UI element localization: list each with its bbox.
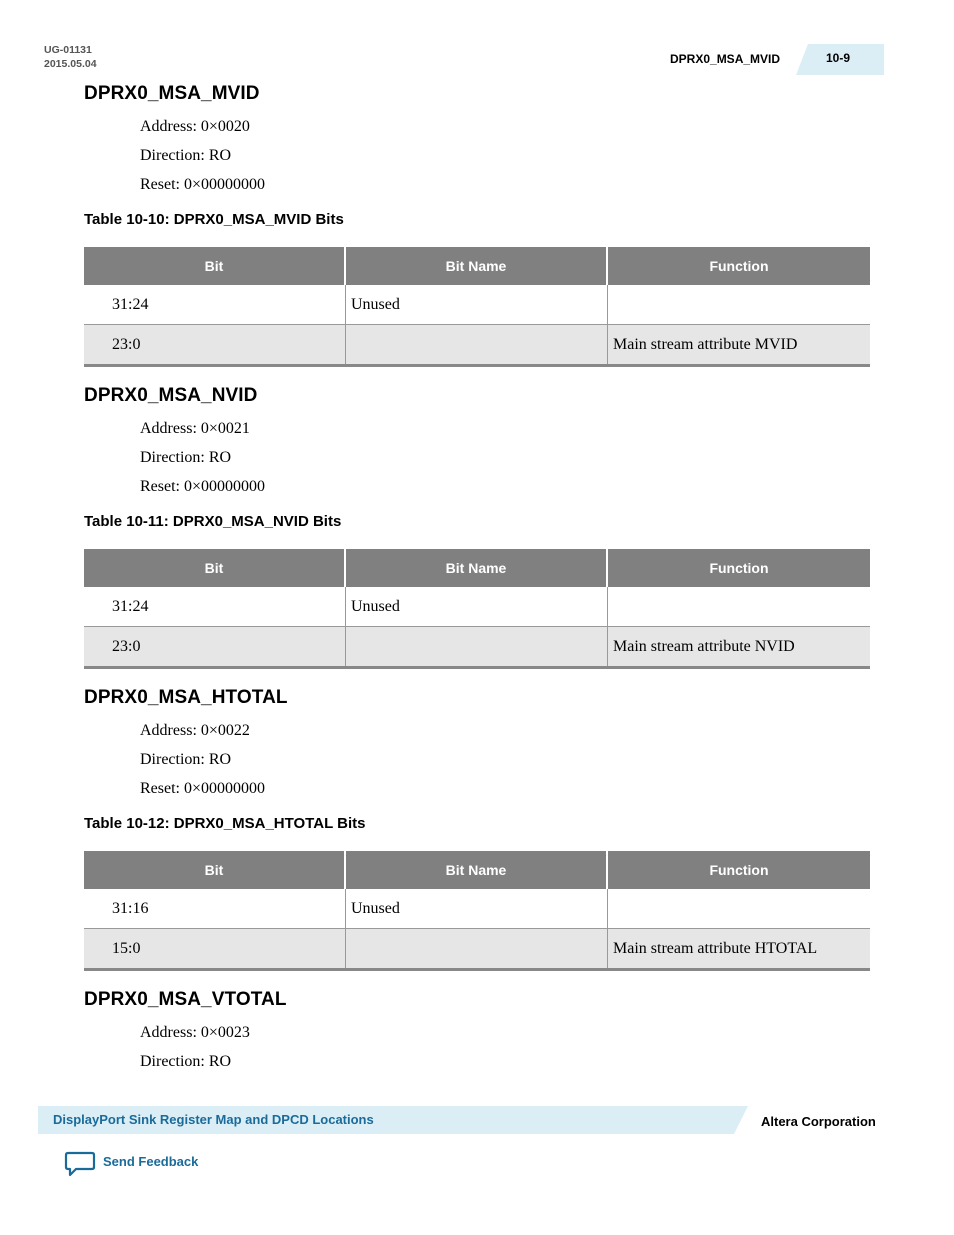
table-caption: Table 10-11: DPRX0_MSA_NVID Bits — [84, 513, 342, 530]
register-address: Address: 0×0023 — [140, 1024, 250, 1041]
table-row — [84, 889, 870, 929]
register-direction: Direction: RO — [140, 147, 232, 164]
cell-bit-name — [346, 325, 608, 364]
section-title: DPRX0_MSA_NVID — [84, 385, 258, 406]
cell-function: Main stream attribute MVID — [613, 335, 798, 353]
cell-bit: 31:24 — [84, 587, 346, 626]
page-number: 10-9 — [826, 51, 851, 65]
column-header-bit-name: Bit Name — [346, 851, 608, 889]
column-header-function: Function — [709, 258, 769, 274]
register-direction: Direction: RO — [140, 1053, 232, 1070]
register-reset: Reset: 0×00000000 — [140, 478, 266, 495]
table-caption: Table 10-10: DPRX0_MSA_MVID Bits — [84, 211, 344, 228]
bits-table — [84, 247, 870, 367]
footer-chapter-link[interactable]: DisplayPort Sink Register Map and DPCD Locations — [53, 1112, 374, 1127]
table-row — [84, 929, 870, 971]
cell-bit-name: Unused — [346, 285, 608, 324]
cell-bit-name — [346, 627, 608, 666]
register-address: Address: 0×0021 — [140, 420, 250, 437]
column-header-bit: Bit — [84, 851, 346, 889]
column-header-bit-name: Bit Name — [346, 549, 608, 587]
section-title: DPRX0_MSA_VTOTAL — [84, 989, 287, 1010]
cell-bit-name: Unused — [346, 889, 608, 928]
column-header-bit: Bit — [84, 549, 346, 587]
table-header — [84, 549, 870, 587]
cell-bit: 23:0 — [84, 627, 346, 666]
register-reset: Reset: 0×00000000 — [140, 780, 266, 797]
table-row — [84, 627, 870, 669]
cell-bit: 23:0 — [84, 325, 346, 364]
cell-bit: 31:24 — [84, 285, 346, 324]
doc-date: 2015.05.04 — [44, 58, 97, 70]
cell-bit-name: Unused — [346, 587, 608, 626]
doc-id: UG-01131 — [44, 44, 92, 56]
table-header — [84, 851, 870, 889]
register-direction: Direction: RO — [140, 449, 232, 466]
bits-table — [84, 549, 870, 669]
register-address: Address: 0×0020 — [140, 118, 250, 135]
feedback-icon[interactable] — [64, 1150, 96, 1178]
running-title: DPRX0_MSA_MVID — [670, 52, 781, 66]
cell-bit: 31:16 — [84, 889, 346, 928]
section-title: DPRX0_MSA_HTOTAL — [84, 687, 288, 708]
table-header — [84, 247, 870, 285]
cell-bit-name — [346, 929, 608, 968]
send-feedback-link[interactable]: Send Feedback — [103, 1154, 199, 1169]
table-row — [84, 587, 870, 627]
bits-table — [84, 851, 870, 971]
cell-function: Main stream attribute HTOTAL — [613, 939, 818, 957]
column-header-function: Function — [709, 862, 769, 878]
section-title: DPRX0_MSA_MVID — [84, 83, 260, 104]
register-reset: Reset: 0×00000000 — [140, 176, 266, 193]
column-header-bit: Bit — [84, 247, 346, 285]
footer-company: Altera Corporation — [761, 1114, 876, 1129]
cell-function: Main stream attribute NVID — [613, 637, 795, 655]
table-row — [84, 325, 870, 367]
table-caption: Table 10-12: DPRX0_MSA_HTOTAL Bits — [84, 815, 366, 832]
cell-function — [608, 285, 870, 324]
table-row — [84, 285, 870, 325]
doc-meta — [44, 43, 97, 71]
cell-bit: 15:0 — [84, 929, 346, 968]
cell-function — [608, 889, 870, 928]
register-direction: Direction: RO — [140, 751, 232, 768]
cell-function — [608, 587, 870, 626]
column-header-function: Function — [709, 560, 769, 576]
column-header-bit-name: Bit Name — [346, 247, 608, 285]
register-address: Address: 0×0022 — [140, 722, 250, 739]
